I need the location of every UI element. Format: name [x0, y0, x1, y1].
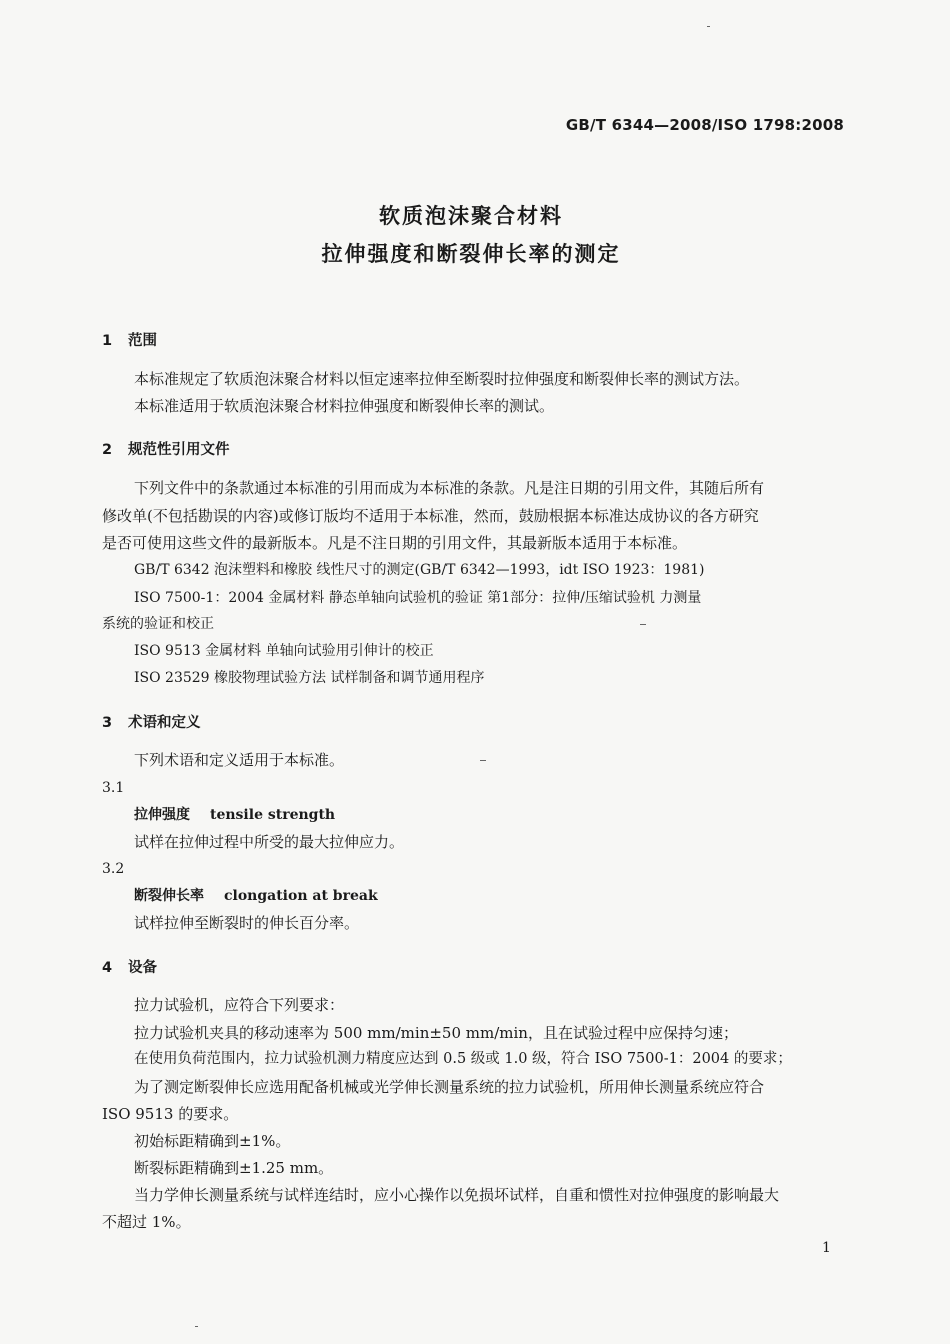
s2-intro-line-2: 修改单(不包括勘误的内容)或修订版均不适用于本标准，然而，鼓励根据本标准达成协议的各方研究 [102, 507, 759, 525]
section-title: 范围 [128, 333, 157, 349]
section-number: 1 [102, 333, 113, 349]
section-4-heading [102, 956, 157, 977]
reference-iso-7500-1: ISO 7500-1：2004 金属材料 静态单轴向试验机的验证 第1部分：拉伸/压缩试验机 力测量 [134, 590, 702, 606]
s4-line-7b: 不超过 1%。 [102, 1213, 191, 1231]
scan-speck [195, 1326, 198, 1327]
page-number: 1 [822, 1240, 831, 1256]
definition-3-1-term [134, 805, 335, 825]
term-english: clongation at break [224, 888, 378, 904]
section-number: 2 [102, 442, 113, 458]
s2-intro-line-3: 是否可使用这些文件的最新版本。凡是不注日期的引用文件，其最新版本适用于本标准。 [102, 534, 688, 552]
definition-3-1-text: 试样在拉伸过程中所受的最大拉伸应力。 [134, 833, 405, 851]
scan-speck [480, 760, 486, 761]
title-line-2: 拉伸强度和断裂伸长率的测定 [321, 242, 621, 266]
s4-line-4b: ISO 9513 的要求。 [102, 1105, 239, 1123]
s4-line-2: 拉力试验机夹具的移动速率为 500 mm/min±50 mm/min，且在试验过程中应保持匀速； [134, 1024, 738, 1042]
section-2-heading [102, 438, 230, 459]
reference-iso-23529: ISO 23529 橡胶物理试验方法 试样制备和调节通用程序 [134, 670, 485, 686]
term-english: tensile strength [210, 807, 336, 823]
section-number: 4 [102, 960, 113, 976]
definition-3-1-number: 3.1 [102, 780, 125, 796]
scan-speck [640, 624, 646, 625]
s4-line-3: 在使用负荷范围内，拉力试验机测力精度应达到 0.5 级或 1.0 级，符合 ISO 7500-1：2004 的要求； [134, 1051, 792, 1067]
section-title: 术语和定义 [128, 715, 201, 731]
title-line-1: 软质泡沫聚合材料 [379, 204, 563, 228]
reference-iso-9513: ISO 9513 金属材料 单轴向试验用引伸计的校正 [134, 643, 434, 659]
standard-code: GB/T 6344—2008/ISO 1798:2008 [565, 116, 844, 134]
s4-line-5: 初始标距精确到±1%。 [134, 1132, 291, 1150]
section-1-heading [102, 329, 157, 350]
section-title: 规范性引用文件 [128, 442, 230, 458]
section-3-heading [102, 711, 201, 732]
s4-line-1: 拉力试验机，应符合下列要求： [134, 996, 345, 1014]
scan-speck [707, 26, 710, 27]
section-number: 3 [102, 715, 113, 731]
definition-3-2-text: 试样拉伸至断裂时的伸长百分率。 [134, 914, 360, 932]
term-chinese: 拉伸强度 [134, 807, 190, 823]
s3-intro: 下列术语和定义适用于本标准。 [134, 751, 345, 769]
s1-paragraph-2: 本标准适用于软质泡沫聚合材料拉伸强度和断裂伸长率的测试。 [134, 397, 555, 415]
s4-line-6: 断裂标距精确到±1.25 mm。 [134, 1159, 334, 1177]
reference-iso-7500-1-cont: 系统的验证和校正 [102, 616, 214, 632]
s4-line-4a: 为了测定断裂伸长应选用配备机械或光学伸长测量系统的拉力试验机，所用伸长测量系统应符合 [134, 1078, 765, 1096]
s2-intro-line-1: 下列文件中的条款通过本标准的引用而成为本标准的条款。凡是注日期的引用文件，其随后所有 [134, 479, 765, 497]
section-title: 设备 [128, 960, 157, 976]
s4-line-7a: 当力学伸长测量系统与试样连结时，应小心操作以免损坏试样，自重和惯性对拉伸强度的影响最大 [134, 1186, 780, 1204]
reference-gbt-6342: GB/T 6342 泡沫塑料和橡胶 线性尺寸的测定(GB/T 6342—1993，idt ISO 1923：1981) [134, 562, 705, 578]
definition-3-2-term [134, 886, 378, 906]
s1-paragraph-1: 本标准规定了软质泡沫聚合材料以恒定速率拉伸至断裂时拉伸强度和断裂伸长率的测试方法。 [134, 370, 750, 388]
definition-3-2-number: 3.2 [102, 861, 125, 877]
term-chinese: 断裂伸长率 [134, 888, 204, 904]
